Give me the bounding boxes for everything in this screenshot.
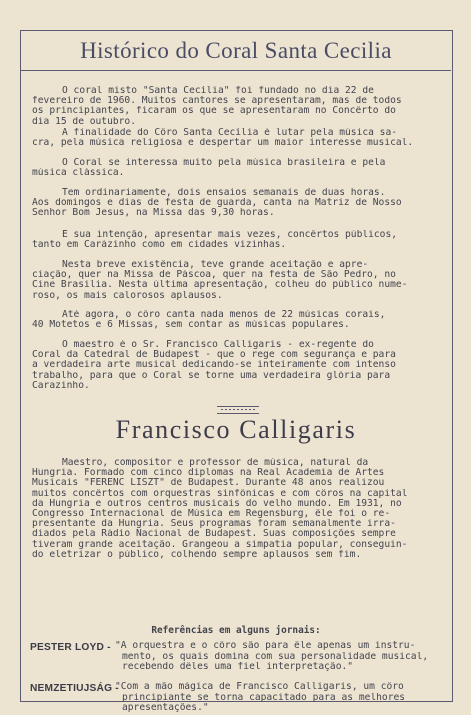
text-line: Coral da Catedral de Budapest - que o rege com segurança e para xyxy=(32,350,396,361)
text-line: presentante da Hungria. Seus programas foram semanalmente irra- xyxy=(32,519,396,530)
text-line: muitos concêrtos com orquestras sinfônicas e com côros na capital xyxy=(32,488,408,499)
history-paragraph xyxy=(32,158,443,178)
text-line: Aos domingos e dias de festa de guarda, canta na Matriz de Nosso xyxy=(32,198,402,209)
text-line: apresentações." xyxy=(122,703,209,714)
text-line: os principiantes, ficaram os que se apresentaram no Concêrto do xyxy=(32,106,396,117)
history-paragraph xyxy=(32,340,443,391)
text-line: O coral misto "Santa Cecília" foi fundado no dia 22 de xyxy=(62,86,374,96)
text-line: Nesta breve existência, teve grande aceitação e apre- xyxy=(62,260,369,270)
history-paragraph xyxy=(32,310,443,330)
references-heading: Referências em alguns jornais: xyxy=(151,625,321,636)
history-paragraph xyxy=(32,260,443,301)
text-line: música clássica. xyxy=(32,168,125,179)
text-line: Tem ordinariamente, dois ensaios semanais de duas horas. xyxy=(62,188,386,198)
text-line: "Com a mão mágica de Francisco Calligaris, um côro xyxy=(115,682,404,692)
text-line: Carazinho. xyxy=(32,380,90,391)
text-line: É sua intenção, apresentar mais vezes, concêrtos públicos, xyxy=(62,230,398,240)
text-line: trabalho, para que o Coral se torne uma verdadeira glória para xyxy=(32,370,391,381)
text-line: Hungria. Formado com cinco diplomas na Real Academia de Artes xyxy=(32,468,385,479)
text-line: Musicais "FERENC LISZT" de Budapest. Durante 48 anos realizou xyxy=(32,478,385,489)
page-border xyxy=(20,30,453,714)
text-line: Senhor Bom Jesus, na Missa das 9,30 horas. xyxy=(32,208,275,219)
text-line: cra, pela música religiosa e despertar um maior interesse musical. xyxy=(32,138,414,149)
reference-quote xyxy=(115,641,445,673)
text-line: Maestro, compositor e professor de música, natural da xyxy=(62,458,369,468)
text-line: "A orquestra e o côro são para êle apenas um instru- xyxy=(115,641,416,651)
text-line: da Hungria e outros centros musicais do velho mundo. Em 1931, no xyxy=(32,498,402,509)
biography-paragraph xyxy=(32,458,443,560)
text-line: O Coral se interessa muito pela música brasileira e pela xyxy=(62,158,386,168)
page-title: Histórico do Coral Santa Cecilia xyxy=(80,38,392,63)
text-line: dia 15 de outubro. xyxy=(32,116,136,127)
ornament-divider xyxy=(217,406,259,414)
history-paragraph xyxy=(32,86,443,127)
text-line: Até agora, o côro canta nada menos de 22 músicas corais, xyxy=(62,310,386,320)
text-line: diados pela Rádio Nacional de Budapest. Suas composições sempre xyxy=(32,529,396,540)
text-line: O maestro é o Sr. Francisco Calligaris - ex-regente do xyxy=(62,340,374,350)
text-line: tiveram grande aceitação. Grangeou a simpatia popular, conseguin- xyxy=(32,539,408,550)
text-line: A finalidade do Côro Santa Cecília é lutar pela música sa- xyxy=(62,128,398,138)
title-box xyxy=(21,31,451,71)
text-line: mento, os quais domina com sua personalidade musical, xyxy=(122,651,429,662)
text-line: fevereiro de 1960. Muitos cantores se apresentaram, mas de todos xyxy=(32,96,402,107)
text-line: Cine Brasilia. Nesta última apresentação, colheu do público nume- xyxy=(32,280,408,291)
reference-source: PESTER LOYD - xyxy=(30,642,111,653)
reference-quote xyxy=(115,682,445,714)
text-line: 40 Motetos e 6 Missas, sem contar as músicas populares. xyxy=(32,320,350,331)
text-line: a verdadeira arte musical dedicando-se inteiramente com intenso xyxy=(32,360,396,371)
text-line: roso, os mais calorosos aplausos. xyxy=(32,290,223,301)
reference-source: NEMZETIUJSÁG - xyxy=(30,683,119,694)
text-line: principiante se torna capacitado para as melhores xyxy=(122,692,406,703)
history-paragraph xyxy=(32,188,443,219)
section-title: Francisco Calligaris xyxy=(115,415,357,444)
history-paragraph xyxy=(32,128,443,148)
text-line: tanto em Caràzinho como em cidades vizinhas. xyxy=(32,240,287,251)
text-line: do eletrizar o público, colhendo sempre aplausos sem fim. xyxy=(32,549,362,560)
history-paragraph xyxy=(32,230,443,250)
text-line: Congresso Internacional de Música em Regensburg, êle foi o re- xyxy=(32,509,391,520)
text-line: recebendo dêles uma fiel interpretação." xyxy=(122,662,354,673)
text-line: ciação, quer na Missa de Páscoa, quer na festa de São Pedro, no xyxy=(32,270,396,281)
